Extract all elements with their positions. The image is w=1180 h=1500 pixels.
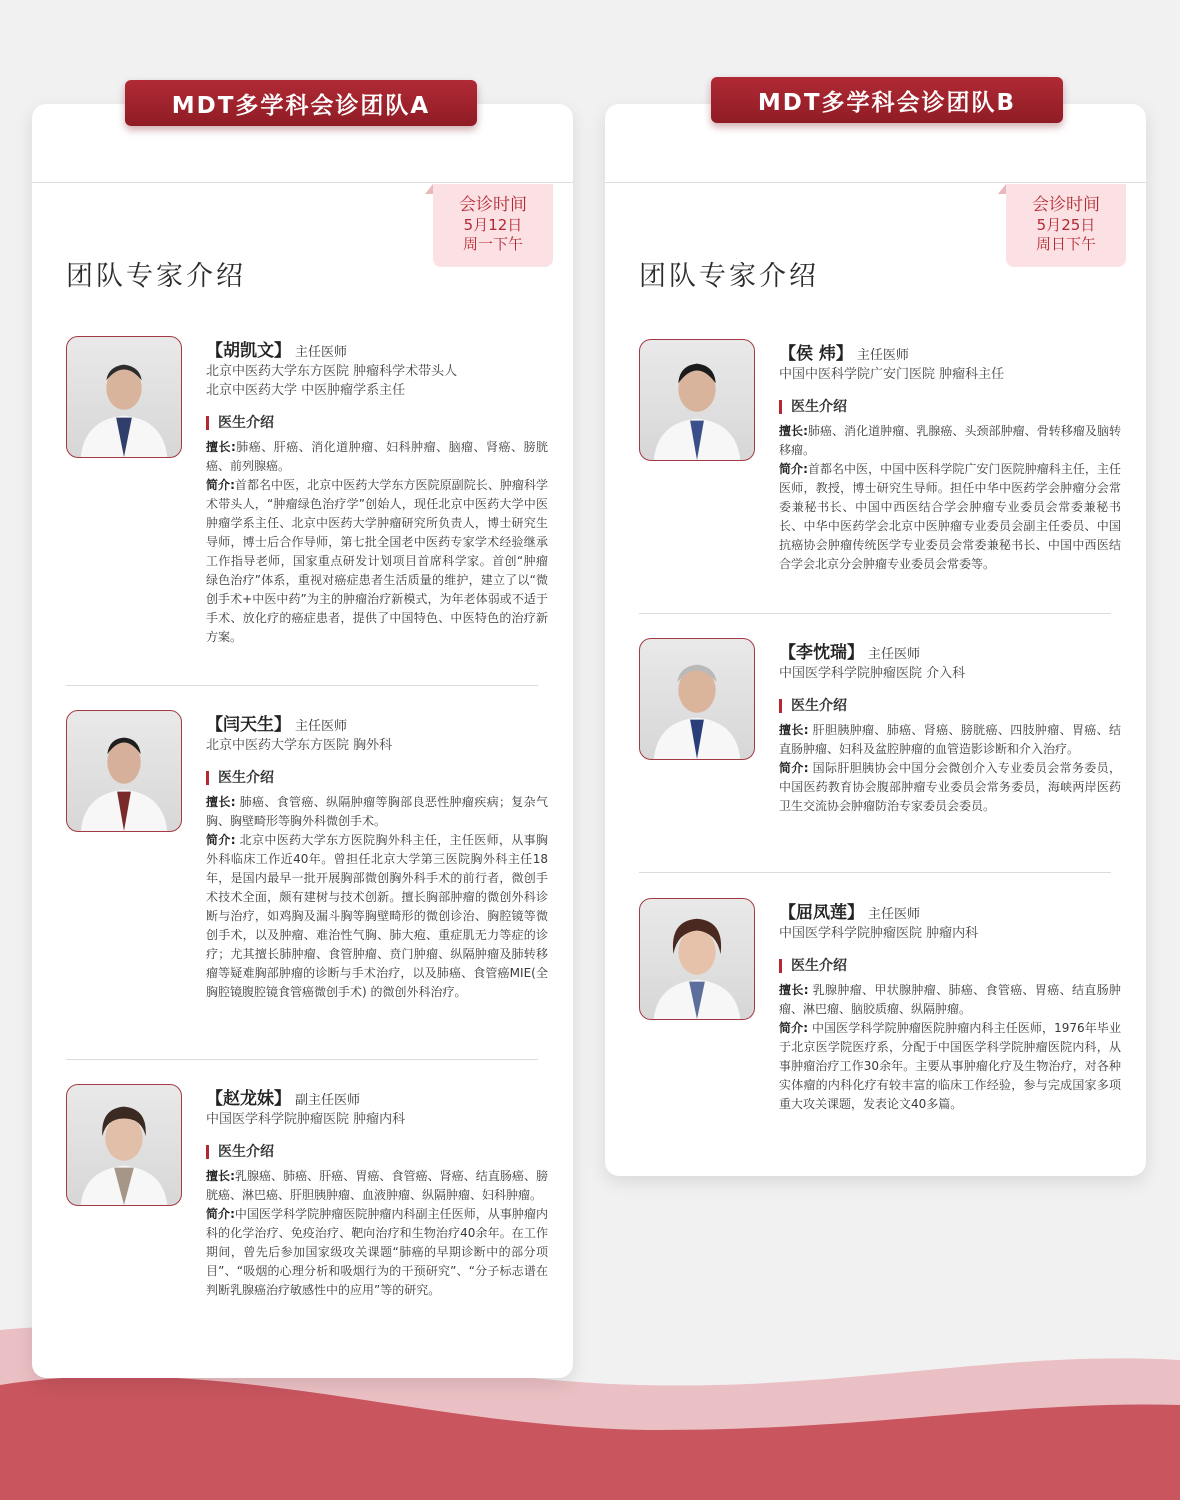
consult-date: 5月25日: [1036, 216, 1096, 234]
consult-day: 周一下午: [462, 235, 523, 253]
card-divider: [605, 182, 1146, 183]
doctor-bio: 简介:中国医学科学院肿瘤医院肿瘤内科副主任医师，从事肿瘤内科的化学治疗、免疫治疗、靶向治疗和生物治疗40余年。在工作期间，曾先后参加国家级攻关课题“肺癌的早期诊断中的部分项目”、“吸烟的心理分析和吸烟行为的干预研究”、“分子标志谱在判断乳腺癌治疗敏感性中的应用”等的研究。: [206, 1207, 548, 1297]
intro-heading: 医生介绍: [779, 695, 1121, 717]
doctor-org: 中国医学科学院肿瘤医院 肿瘤内科: [206, 1112, 406, 1127]
doctor-name: 【侯 炜】: [779, 344, 853, 364]
doctor-photo: [639, 898, 755, 1020]
doctor-org: 北京中医药大学东方医院 胸外科: [206, 738, 393, 753]
doctor-separator: [66, 1059, 538, 1060]
team-a-card: [32, 104, 573, 1378]
doctor-bio: 简介: 中国医学科学院肿瘤医院肿瘤内科主任医师，1976年毕业于北京医学院医疗系，分配于中国医学科学院肿瘤医院内科，从事肿瘤治疗工作30余年。主要从事肿瘤化疗及生物治疗，对各种实体瘤的内科化疗有较丰富的临床工作经验，参与完成国家多项重大攻关课题，发表论文40多篇。: [779, 1021, 1121, 1111]
doctor-photo: [66, 710, 182, 832]
doctor-specialty: 擅长: 乳腺肿瘤、甲状腺肿瘤、肺癌、食管癌、胃癌、结直肠肿瘤、淋巴瘤、脑胶质瘤、纵隔肿瘤。: [779, 983, 1121, 1016]
doctor-org: 北京中医药大学 中医肿瘤学系主任: [206, 383, 406, 398]
consult-time-box: [433, 184, 553, 267]
doctor-name: 【胡凯文】: [206, 341, 291, 361]
doctor-title: 主任医师: [295, 719, 348, 734]
intro-heading: 医生介绍: [206, 412, 548, 434]
doctor-specialty: 擅长:肺癌、肝癌、消化道肿瘤、妇科肿瘤、脑瘤、肾癌、膀胱癌、前列腺癌。: [206, 440, 548, 473]
doctor-org: 中国医学科学院肿瘤医院 肿瘤内科: [779, 926, 979, 941]
intro-heading: 医生介绍: [779, 396, 1121, 418]
consult-time-box: [1006, 184, 1126, 267]
doctor-photo: [639, 339, 755, 461]
doctor-title: 主任医师: [868, 907, 921, 922]
doctor-title: 主任医师: [856, 348, 909, 363]
doctor-specialty: 擅长: 肝胆胰肿瘤、肺癌、肾癌、膀胱癌、四肢肿瘤、胃癌、结直肠肿瘤、妇科及盆腔肿瘤的血管造影诊断和介入治疗。: [779, 723, 1121, 756]
section-title: 团队专家介绍: [639, 261, 819, 292]
consult-date: 5月12日: [463, 216, 523, 234]
doctor-name: 【李忱瑞】: [779, 643, 864, 663]
intro-heading: 医生介绍: [779, 955, 1121, 977]
doctor-title: 主任医师: [868, 647, 921, 662]
doctor-separator: [639, 613, 1111, 614]
team-a-banner: MDT多学科会诊团队A: [125, 80, 477, 126]
doctor-org: 中国医学科学院肿瘤医院 介入科: [779, 666, 966, 681]
doctor-bio: 简介:首都名中医，中国中医科学院广安门医院肿瘤科主任，主任医师，教授，博士研究生导师。担任中华中医药学会肿瘤分会常委兼秘书长、中国中西医结合学会肿瘤专业委员会常委兼秘书长、中华中医药学会北京中医肿瘤专业委员会副主任委员、中国抗癌协会肿瘤传统医学专业委员会常委兼秘书长、中国中西医结合学会北京分会肿瘤专业委员会常委等。: [779, 462, 1121, 571]
doctor-separator: [66, 685, 538, 686]
intro-heading: 医生介绍: [206, 1141, 548, 1163]
doctor-org: 北京中医药大学东方医院 肿瘤科学术带头人: [206, 364, 458, 379]
team-b-card: [605, 104, 1146, 1176]
doctor-bio: 简介:首都名中医，北京中医药大学东方医院原副院长、肿瘤科学术带头人，“肿瘤绿色治疗学”创始人，现任北京中医药大学中医肿瘤学系主任、北京中医药大学肿瘤研究所负责人，博士研究生导师，博士后合作导师，第七批全国老中医药专家学术经验继承工作指导老师，国家重点研发计划项目首席科学家。首创“肿瘤绿色治疗”体系，重视对癌症患者生活质量的维护，建立了以“微创手术+中医中药”为主的肿瘤治疗新模式，为年老体弱或不适于手术、放化疗的癌症患者，提供了中国特色、中医特色的治疗新方案。: [206, 478, 548, 644]
doctor-specialty: 擅长: 肺癌、食管癌、纵隔肿瘤等胸部良恶性肿瘤疾病；复杂气胸、胸壁畸形等胸外科微创手术。: [206, 795, 548, 828]
doctor-bio: 简介: 北京中医药大学东方医院胸外科主任，主任医师，从事胸外科临床工作近40年。曾担任北京大学第三医院胸外科主任18年，是国内最早一批开展胸部微创胸外科手术的前行者，微创手术技术全面，颇有建树与技术创新。擅长胸部肿瘤的微创外科诊断与治疗，如鸡胸及漏斗胸等胸壁畸形的微创诊治、胸腔镜等微创手术，以及肿瘤、难治性气胸、肺大疱、重症肌无力等症的诊疗；尤其擅长肺肿瘤、食管肿瘤、贲门肿瘤、纵隔肿瘤及肺转移瘤等疑难胸部肿瘤的诊断与手术治疗，以及肺癌、食管癌MIE(全胸腔镜腹腔镜食管癌微创手术) 的微创外科治疗。: [206, 833, 548, 999]
doctor-specialty: 擅长:乳腺癌、肺癌、肝癌、胃癌、食管癌、肾癌、结直肠癌、膀胱癌、淋巴癌、肝胆胰肿瘤、血液肿瘤、纵隔肿瘤、妇科肿瘤。: [206, 1169, 548, 1202]
section-title: 团队专家介绍: [66, 261, 246, 292]
doctor-photo: [66, 1084, 182, 1206]
card-divider: [32, 182, 573, 183]
doctor-title: 主任医师: [295, 345, 348, 360]
consult-time-title: 会诊时间: [459, 195, 527, 215]
doctor-separator: [639, 872, 1111, 873]
consult-day: 周日下午: [1035, 235, 1096, 253]
doctor-name: 【屈凤莲】: [779, 903, 864, 923]
doctor-name: 【闫天生】: [206, 715, 291, 735]
doctor-photo: [66, 336, 182, 458]
doctor-title: 副主任医师: [295, 1093, 361, 1108]
consult-time-title: 会诊时间: [1032, 195, 1100, 215]
intro-heading: 医生介绍: [206, 767, 548, 789]
doctor-bio: 简介: 国际肝胆胰协会中国分会微创介入专业委员会常务委员，中国医药教育协会腹部肿瘤专业委员会常务委员，海峡两岸医药卫生交流协会肿瘤防治专家委员会委员。: [779, 761, 1121, 813]
doctor-name: 【赵龙妹】: [206, 1089, 291, 1109]
doctor-photo: [639, 638, 755, 760]
doctor-specialty: 擅长:肺癌、消化道肿瘤、乳腺癌、头颈部肿瘤、骨转移瘤及脑转移瘤。: [779, 424, 1121, 457]
team-b-banner: MDT多学科会诊团队B: [711, 77, 1063, 123]
doctor-org: 中国中医科学院广安门医院 肿瘤科主任: [779, 367, 1005, 382]
